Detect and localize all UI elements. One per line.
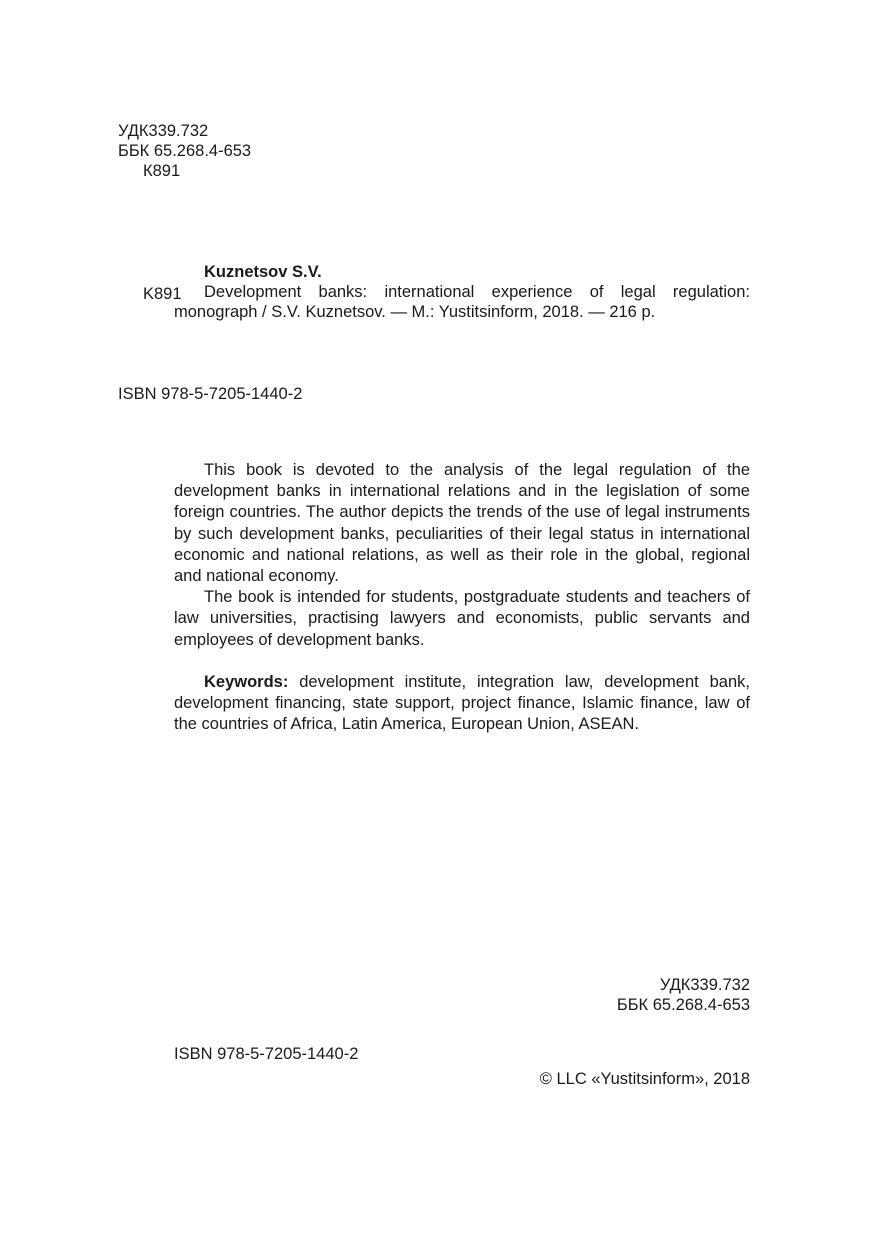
classification-top	[118, 121, 251, 181]
udk-code: УДК339.732	[118, 122, 209, 140]
keywords-text: development institute, integration law, development bank, development financing, state support, project finance, Islamic finance, law of the countries of Africa, Latin America, European Union, ASEAN.	[174, 672, 750, 734]
abstract-paragraph-1: This book is devoted to the analysis of the legal regulation of the development banks in international relations and in the legislation of some foreign countries. The author depicts the trends of the use of legal instruments by such development banks, peculiarities of their legal status in international economic and national relations, as well as their role in the global, regional and national economy.	[174, 461, 750, 586]
cutter-code: К891	[143, 162, 181, 180]
isbn-bottom: ISBN 978-5-7205-1440-2	[174, 1045, 359, 1063]
udk-code-bottom: УДК339.732	[659, 976, 750, 994]
bbk-code: ББК 65.268.4-653	[118, 142, 252, 160]
keywords-paragraph	[174, 672, 750, 736]
bbk-code-bottom: ББК 65.268.4-653	[616, 996, 750, 1014]
bib-cutter-code: K891	[143, 285, 182, 303]
copyright-notice: © LLC «Yustitsinform», 2018	[539, 1070, 750, 1088]
bibliographic-description: Development banks: international experience of legal regulation: monograph / S.V. Kuznetsov. — M.: Yustitsinform, 2018. — 216 p.	[174, 283, 750, 321]
abstract-paragraph-2: The book is intended for students, postgraduate students and teachers of law universities, practising lawyers and economists, public servants and employees of development banks.	[174, 588, 750, 649]
classification-bottom	[550, 975, 750, 1015]
author-name: Kuznetsov S.V.	[204, 263, 322, 281]
abstract	[174, 460, 750, 735]
keywords-label: Keywords:	[204, 672, 289, 691]
isbn-top: ISBN 978-5-7205-1440-2	[118, 385, 303, 403]
